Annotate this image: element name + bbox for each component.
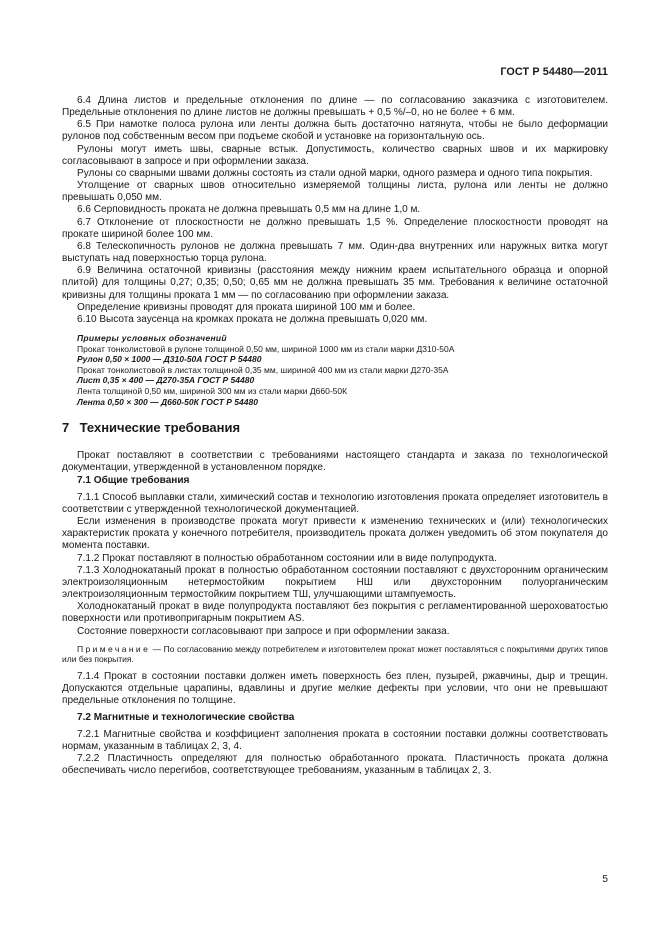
note (62, 644, 608, 665)
example-desc: Прокат тонколистовой в рулоне толщиной 0,50 мм, шириной 1000 мм из стали марки Д310-50А (77, 343, 455, 354)
example-desc: Прокат тонколистовой в листах толщиной 0,35 мм, шириной 400 мм из стали марки Д270-35А (77, 364, 449, 375)
example-code: Рулон 0,50 × 1000 — Д310-50А ГОСТ Р 54480 (77, 354, 262, 365)
section-number: 7 (62, 420, 70, 436)
paragraph-changes: Если изменения в производстве проката могут привести к изменению технических и (или) технологических характеристик проката у конечного потребителя, производитель проката должен уведомить об этом покупателя до момента поставки. (62, 516, 608, 552)
paragraph-6-8: 6.8 Телескопичность рулонов не должна превышать 7 мм. Один-два внутренних или наружных витка могут выступать над поверхностью торца рулона. (62, 240, 608, 265)
document-body (62, 95, 608, 777)
example-code: Лист 0,35 × 400 — Д270-35А ГОСТ Р 54480 (77, 375, 255, 386)
section-title: Технические требования (79, 420, 241, 436)
paragraph-6-5: 6.5 При намотке полоса рулона или ленты должна быть достаточно натянута, чтобы не было деформации рулонов под собственным весом при подъеме скобой и установке на горизонтальную ось. (62, 119, 608, 143)
section-7-intro: Прокат поставляют в соответствии с требованиями настоящего стандарта и заказа по технологической документации, утвержденной в установленном порядке. (62, 450, 608, 474)
example-desc: Лента толщиной 0,50 мм, шириной 300 мм из стали марки Д660-50К (77, 385, 348, 396)
paragraph-7-1-1: 7.1.1 Способ выплавки стали, химический состав и технологию изготовления проката определяет изготовитель в соответствии с утвержденной технологической документацией. (62, 491, 608, 515)
paragraph-7-1-3: 7.1.3 Холоднокатаный прокат в полностью обработанном состоянии поставляют с двухсторонним органическим электроизоляционным нетермостойким покрытием НШ или двухсторонним полуорганическим электроизоляционным термостойким покрытием ТШ, улучшающими штампуемость. (62, 564, 608, 601)
paragraph-semi-product: Холоднокатаный прокат в виде полупродукта поставляют без покрытия с регламентированной шероховатостью поверхности или противопригарным покрытием АS. (62, 601, 608, 625)
subsection-7-2-heading: 7.2 Магнитные и технологические свойства (77, 712, 295, 724)
section-7-heading (62, 420, 608, 436)
paragraph-7-2-2: 7.2.2 Пластичность определяют для полностью обработанного проката. Пластичность проката должна обеспечивать число перегибов, соответствующее требованиям, указанным в таблицах 2, 3. (62, 753, 608, 777)
paragraph-7-2-1: 7.2.1 Магнитные свойства и коэффициент заполнения проката в состоянии поставки должны соответствовать нормам, указанным в таблицах 2, 3, 4. (62, 728, 608, 752)
examples-block (62, 333, 608, 407)
paragraph-6-10: 6.10 Высота заусенца на кромках проката не должна превышать 0,020 мм. (77, 313, 428, 325)
examples-title: Примеры условных обозначений (77, 332, 227, 343)
paragraph-weld-thickening: Утолщение от сварных швов относительно измеряемой толщины листа, рулона или ленты не должно превышать 0,050 мм. (62, 180, 608, 204)
note-text: — По согласованию между потребителем и изготовителем прокат может поставляться с покрытиями других типов или без покрытия. (62, 643, 608, 665)
document-header: ГОСТ Р 54480—2011 (500, 66, 608, 78)
subsection-7-1-heading: 7.1 Общие требования (77, 475, 190, 487)
paragraph-6-9: 6.9 Величина остаточной кривизны (расстояния между нижним краем испытательного образца и опорной плитой) для толщины 0,27; 0,35; 0,50; 0,65 мм не должна превышать 35 мм. Требования к величине остаточной кривизны для толщины проката 1 мм — по согласованию при оформлении заказа. (62, 265, 608, 301)
paragraph-6-7: 6.7 Отклонение от плоскостности не должно превышать 1,5 %. Определение плоскостности проводят на прокате шириной более 100 мм. (62, 216, 608, 240)
paragraph-7-1-4: 7.1.4 Прокат в состоянии поставки должен иметь поверхность без плен, пузырей, ржавчины, дыр и трещин. Допускаются отдельные царапины, вдавлины и другие мелкие дефекты при условии, что они не превышают предельные отклонения по толщине. (62, 670, 608, 707)
example-code: Лента 0,50 × 300 — Д660-50К ГОСТ Р 54480 (77, 396, 258, 407)
paragraph-welds: Рулоны могут иметь швы, сварные встык. Допустимость, количество сварных швов и их маркировку согласовывают в запросе и при оформлении заказа. (62, 143, 608, 167)
page-number: 5 (602, 874, 608, 885)
paragraph-6-4: 6.4 Длина листов и предельные отклонения по длине — по согласованию заказчика с изготовителем. Предельные отклонения по длине листов не должны превышать + 0,5 %/–0, но не более + 6 мм. (62, 95, 608, 119)
paragraph-7-1-2: 7.1.2 Прокат поставляют в полностью обработанном состоянии или в виде полупродукта. (77, 552, 497, 564)
paragraph-curvature: Определение кривизны проводят для проката шириной 100 мм и более. (77, 301, 416, 313)
paragraph-6-6: 6.6 Серповидность проката не должна превышать 0,5 мм на длине 1,0 м. (77, 204, 421, 216)
paragraph-welded-rolls: Рулоны со сварными швами должны состоять из стали одной марки, одного размера и одного типа покрытия. (77, 167, 593, 179)
paragraph-surface-state: Состояние поверхности согласовывают при запросе и при оформлении заказа. (77, 625, 450, 637)
note-label: Примечание (77, 643, 151, 654)
